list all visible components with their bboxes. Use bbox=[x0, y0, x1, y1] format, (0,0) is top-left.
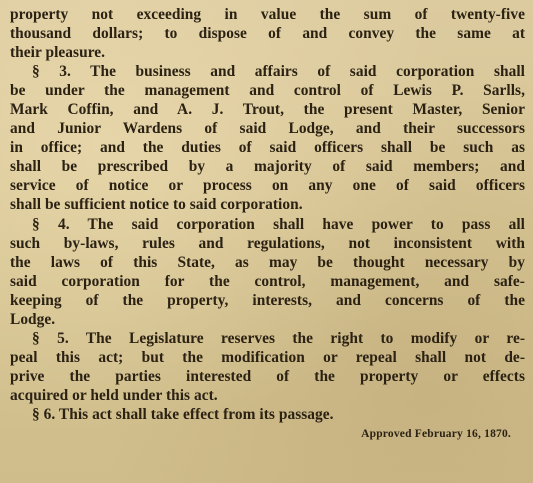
paragraph-section-4 bbox=[10, 215, 525, 329]
text-line: Mark Coffin, and A. J. Trout, the present Master, Senior bbox=[10, 101, 525, 119]
text-line: service of notice or process on any one of said officers bbox=[10, 177, 525, 195]
text-line: shall be sufficient notice to said corporation. bbox=[10, 196, 303, 214]
paragraph-section-3 bbox=[10, 62, 525, 214]
text-line: § 3. The business and affairs of said corporation shall bbox=[32, 63, 525, 81]
text-line: such by-laws, rules and regulations, not inconsistent with bbox=[10, 234, 525, 252]
text-line: the laws of this State, as may be thought necessary by bbox=[10, 253, 525, 271]
text-line: and Junior Wardens of said Lodge, and their successors bbox=[10, 120, 525, 138]
text-line: Lodge. bbox=[10, 310, 56, 328]
text-line: prive the parties interested of the property or effects bbox=[10, 367, 525, 385]
paragraph-section-5 bbox=[10, 329, 525, 405]
text-line: § 5. The Legislature reserves the right to modify or re- bbox=[32, 329, 525, 347]
text-line: property not exceeding in value the sum of twenty-five bbox=[10, 6, 525, 23]
paragraph-continuation bbox=[10, 5, 525, 62]
text-line: shall be prescribed by a majority of said members; and bbox=[10, 158, 525, 176]
text-line: said corporation for the control, management, and safe- bbox=[10, 272, 525, 290]
text-line: their pleasure. bbox=[10, 44, 106, 62]
text-line: acquired or held under this act. bbox=[10, 386, 218, 404]
approval-date: Approved February 16, 1870. bbox=[361, 428, 511, 441]
text-line: keeping of the property, interests, and concerns of the bbox=[10, 291, 525, 309]
paragraph-section-6 bbox=[10, 405, 525, 424]
text-line: § 4. The said corporation shall have power to pass all bbox=[32, 215, 525, 233]
text-line: thousand dollars; to dispose of and convey the same at bbox=[10, 25, 525, 43]
text-line: peal this act; but the modification or repeal shall not de- bbox=[10, 348, 525, 366]
text-line: § 6. This act shall take effect from its passage. bbox=[32, 405, 334, 423]
text-line: in office; and the duties of said officers shall be such as bbox=[10, 139, 525, 157]
text-line: be under the management and control of Lewis P. Sarlls, bbox=[10, 82, 525, 100]
